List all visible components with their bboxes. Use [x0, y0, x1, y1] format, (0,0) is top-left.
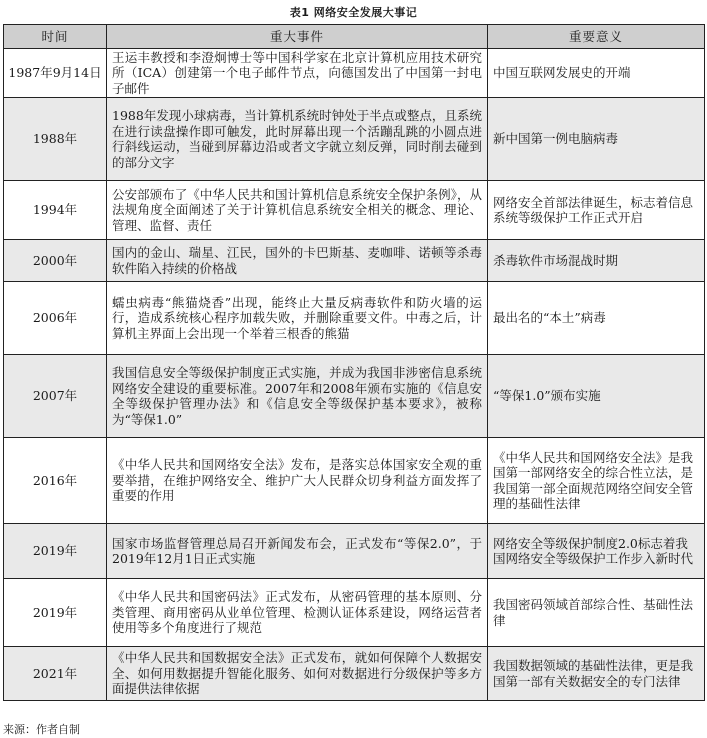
row-time: 2000年 [4, 240, 107, 282]
row-significance: 杀毒软件市场混战时期 [488, 240, 705, 282]
row-time: 2019年 [4, 579, 107, 647]
table-row [4, 282, 705, 355]
row-time: 1994年 [4, 181, 107, 240]
table-row [4, 647, 705, 701]
row-event: 《中华人民共和国密码法》正式发布，从密码管理的基本原则、分类管理、商用密码从业单位管理、检测认证体系建设，网络运营者使用等多个角度进行了规范 [107, 579, 488, 647]
row-time: 2016年 [4, 438, 107, 524]
row-time: 1988年 [4, 98, 107, 181]
row-significance: 我国密码领域首部综合性、基础性法律 [488, 579, 705, 647]
row-significance: 我国数据领域的基础性法律，更是我国第一部有关数据安全的专门法律 [488, 647, 705, 701]
header-time: 时间 [4, 25, 107, 49]
row-event: 《中华人民共和国数据安全法》正式发布，就如何保障个人数据安全、如何用数据提升智能化服务、如何对数据进行分级保护等多方面提供法律依据 [107, 647, 488, 701]
row-event: 国家市场监督管理总局召开新闻发布会，正式发布“等保2.0”，于2019年12月1日正式实施 [107, 524, 488, 579]
header-row [4, 25, 705, 49]
source-note: 来源：作者自制 [3, 723, 80, 736]
row-significance: “等保1.0”颁布实施 [488, 355, 705, 438]
table-row [4, 438, 705, 524]
header-significance: 重要意义 [488, 25, 705, 49]
row-significance: 最出名的“本土”病毒 [488, 282, 705, 355]
row-event: 王运丰教授和李澄炯博士等中国科学家在北京计算机应用技术研究所（ICA）创建第一个电子邮件节点，向德国发出了中国第一封电子邮件 [107, 49, 488, 98]
table-row [4, 579, 705, 647]
row-event: 1988年发现小球病毒，当计算机系统时钟处于半点或整点，且系统在进行读盘操作即可触发，此时屏幕出现一个活蹦乱跳的小圆点进行斜线运动，当碰到屏幕边沿或者文字就立刻反弹，同时削去碰到的部分文字 [107, 98, 488, 181]
row-time: 2007年 [4, 355, 107, 438]
table-row [4, 181, 705, 240]
row-event: 我国信息安全等级保护制度正式实施，并成为我国非涉密信息系统网络安全建设的重要标准。2007年和2008年颁布实施的《信息安全等级保护管理办法》和《信息安全等级保护基本要求》，被称为“等保1.0” [107, 355, 488, 438]
row-significance: 中国互联网发展史的开端 [488, 49, 705, 98]
row-event: 蠕虫病毒“熊猫烧香”出现，能终止大量反病毒软件和防火墙的运行，造成系统核心程序加载失败，并删除重要文件。中毒之后，计算机主界面上会出现一个举着三根香的熊猫 [107, 282, 488, 355]
row-time: 1987年9月14日 [4, 49, 107, 98]
row-time: 2021年 [4, 647, 107, 701]
table-row [4, 524, 705, 579]
table-row [4, 240, 705, 282]
row-significance: 新中国第一例电脑病毒 [488, 98, 705, 181]
events-table [3, 24, 705, 701]
table-row [4, 49, 705, 98]
table-row [4, 98, 705, 181]
table-row [4, 355, 705, 438]
row-significance: 网络安全首部法律诞生，标志着信息系统等级保护工作正式开启 [488, 181, 705, 240]
row-significance: 《中华人民共和国网络安全法》是我国第一部网络安全的综合性立法，是我国第一部全面规范网络空间安全管理的基础性法律 [488, 438, 705, 524]
table-title: 表1 网络安全发展大事记 [289, 6, 418, 19]
row-time: 2006年 [4, 282, 107, 355]
row-event: 公安部颁布了《中华人民共和国计算机信息系统安全保护条例》，从法规角度全面阐述了关于计算机信息系统安全相关的概念、理论、管理、监督、责任 [107, 181, 488, 240]
row-significance: 网络安全等级保护制度2.0标志着我国网络安全等级保护工作步入新时代 [488, 524, 705, 579]
row-event: 国内的金山、瑞星、江民，国外的卡巴斯基、麦咖啡、诺顿等杀毒软件陷入持续的价格战 [107, 240, 488, 282]
row-time: 2019年 [4, 524, 107, 579]
header-event: 重大事件 [107, 25, 488, 49]
row-event: 《中华人民共和国网络安全法》发布，是落实总体国家安全观的重要举措，在维护网络安全、维护广大人民群众切身利益方面发挥了重要的作用 [107, 438, 488, 524]
